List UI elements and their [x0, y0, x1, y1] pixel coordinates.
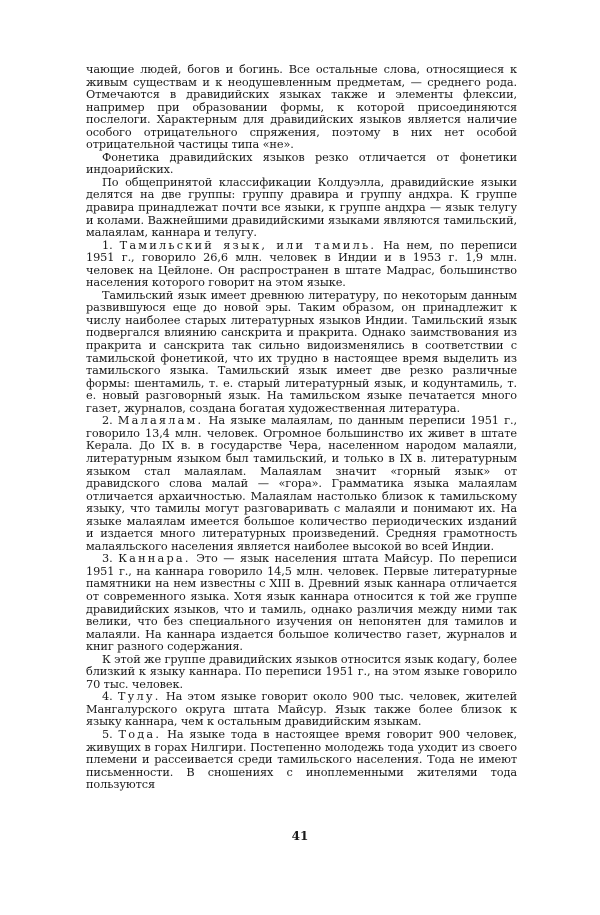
paragraph-tamil-text: На нем, по переписи 1951 г., говорило 26,6 млн. человек в Индии и в 1953 г. 1,9 млн. человек на Цейлоне. Он распространен в штате Мадрас, большинство населения которого говорит на этом языке.: [86, 238, 517, 290]
paragraph-toda-text: На языке тода в настоящее время говорит 900 человек, живущих в горах Нилгири. Постепенно молодежь тода уходит из своего племени и рассеивается среди тамильского населения. Тода не имеют письменности. В сношениях с иноплеменными жителями тода пользуются: [86, 727, 517, 792]
language-heading-tamil: Тамильский язык, или тамиль.: [119, 238, 377, 252]
paragraph-kannada: [86, 553, 517, 653]
page-number: 41: [291, 829, 309, 843]
paragraph-tamil: [86, 240, 517, 290]
paragraph-malayalam: [86, 415, 517, 553]
paragraph-gender-continued: чающие людей, богов и богинь. Все остальные слова, относящиеся к живым существам и к неодушевленным предметам, — среднего рода. Отмечаются в дравидийских языках также и элементы флексии, например при образовании формы, к которой присоединяются послелоги. Характерным для дравидийских языков является наличие особого отрицательного спряжения, поэтому в них нет особой отрицательной частицы типа «не».: [86, 63, 517, 152]
item-number: 4.: [102, 690, 113, 704]
paragraph-kodagu: К этой же группе дравидийских языков относится язык кодагу, более близкий к языку каннара. По переписи 1951 г., на этом языке говорило 70 тыс. человек.: [86, 652, 517, 691]
paragraph-tulu-text: На этом языке говорит около 900 тыс. человек, жителей Мангалурского округа штата Майсур. Язык также более близок к языку каннара, чем к остальным дравидийским языкам.: [86, 690, 517, 729]
page-text: [86, 64, 517, 792]
language-heading-kannada: Каннара.: [118, 552, 191, 566]
paragraph-tulu: [86, 691, 517, 729]
language-heading-toda: Тода.: [118, 727, 162, 741]
paragraph-tamil-literature: Тамильский язык имеет древнюю литературу, по некоторым данным развившуюся еще до новой эры. Таким образом, он принадлежит к числу наиболее старых литературных языков Индии. Тамильский язык подвергался влиянию санскрита и пракрита. Однако заимствования из пракрита и санскрита так сильно видоизменялись в соответствии с тамильской фонетикой, что их трудно в настоящее время выделить из тамильского языка. Тамильский язык имеет две резко различные формы: шентамиль, т. е. старый литературный язык, и кодунтамиль, т. е. новый разговорный язык. На тамильском языке печатается много газет, журналов, создана богатая художественная литература.: [86, 288, 517, 415]
paragraph-toda: [86, 729, 517, 792]
item-number: 2.: [102, 414, 113, 428]
paragraph-classification: По общепринятой классификации Колдуэлла, дравидийские языки делятся на две группы: группу дравира и группу андхра. К группе дравира принадлежат почти все языки, к группе андхра — язык телугу и колами. Важнейшими дравидийскими языками являются тамильский, малаялам, каннара и телугу.: [86, 175, 517, 240]
paragraph-phonetics: Фонетика дравидийских языков резко отличается от фонетики индоарийских.: [86, 150, 517, 177]
item-number: 5.: [102, 727, 113, 741]
item-number: 3.: [102, 552, 113, 566]
item-number: 1.: [102, 238, 113, 252]
language-heading-tulu: Тулу.: [117, 690, 161, 704]
language-heading-malayalam: Малаялам.: [117, 414, 204, 428]
paragraph-malayalam-text: На языке малаялам, по данным переписи 1951 г., говорило 13,4 млн. человек. Огромное большинство их живет в штате Керала. До IX в. в государстве Чера, населенном народом малаяли, литературным языком был тамильский, и только в IX в. литературным языком стал малаялам. Малаялам значит «горный язык» от дравидского слова малай — «гора». Грамматика языка малаялам отличается архаичностью. Малаялам настолько близок к тамильскому языку, что тамилы могут разговаривать с малаяли и понимают их. На языке малаялам имеется большое количество периодических изданий и издается много литературных произведений. Средняя грамотность малаяльского населения является наиболее высокой во всей Индии.: [86, 414, 517, 553]
paragraph-kannada-text: Это — язык населения штата Майсур. По переписи 1951 г., на каннара говорило 14,5 млн. человек. Первые литературные памятники на нем известны с XIII в. Древний язык каннара отличается от современного языка. Хотя язык каннара относится к той же группе дравидийских языков, что и тамиль, однако различия между ними так велики, что без специального изучения он непонятен для тамилов и малаяли. На каннара издается большое количество газет, журналов и книг разного содержания.: [86, 552, 517, 654]
